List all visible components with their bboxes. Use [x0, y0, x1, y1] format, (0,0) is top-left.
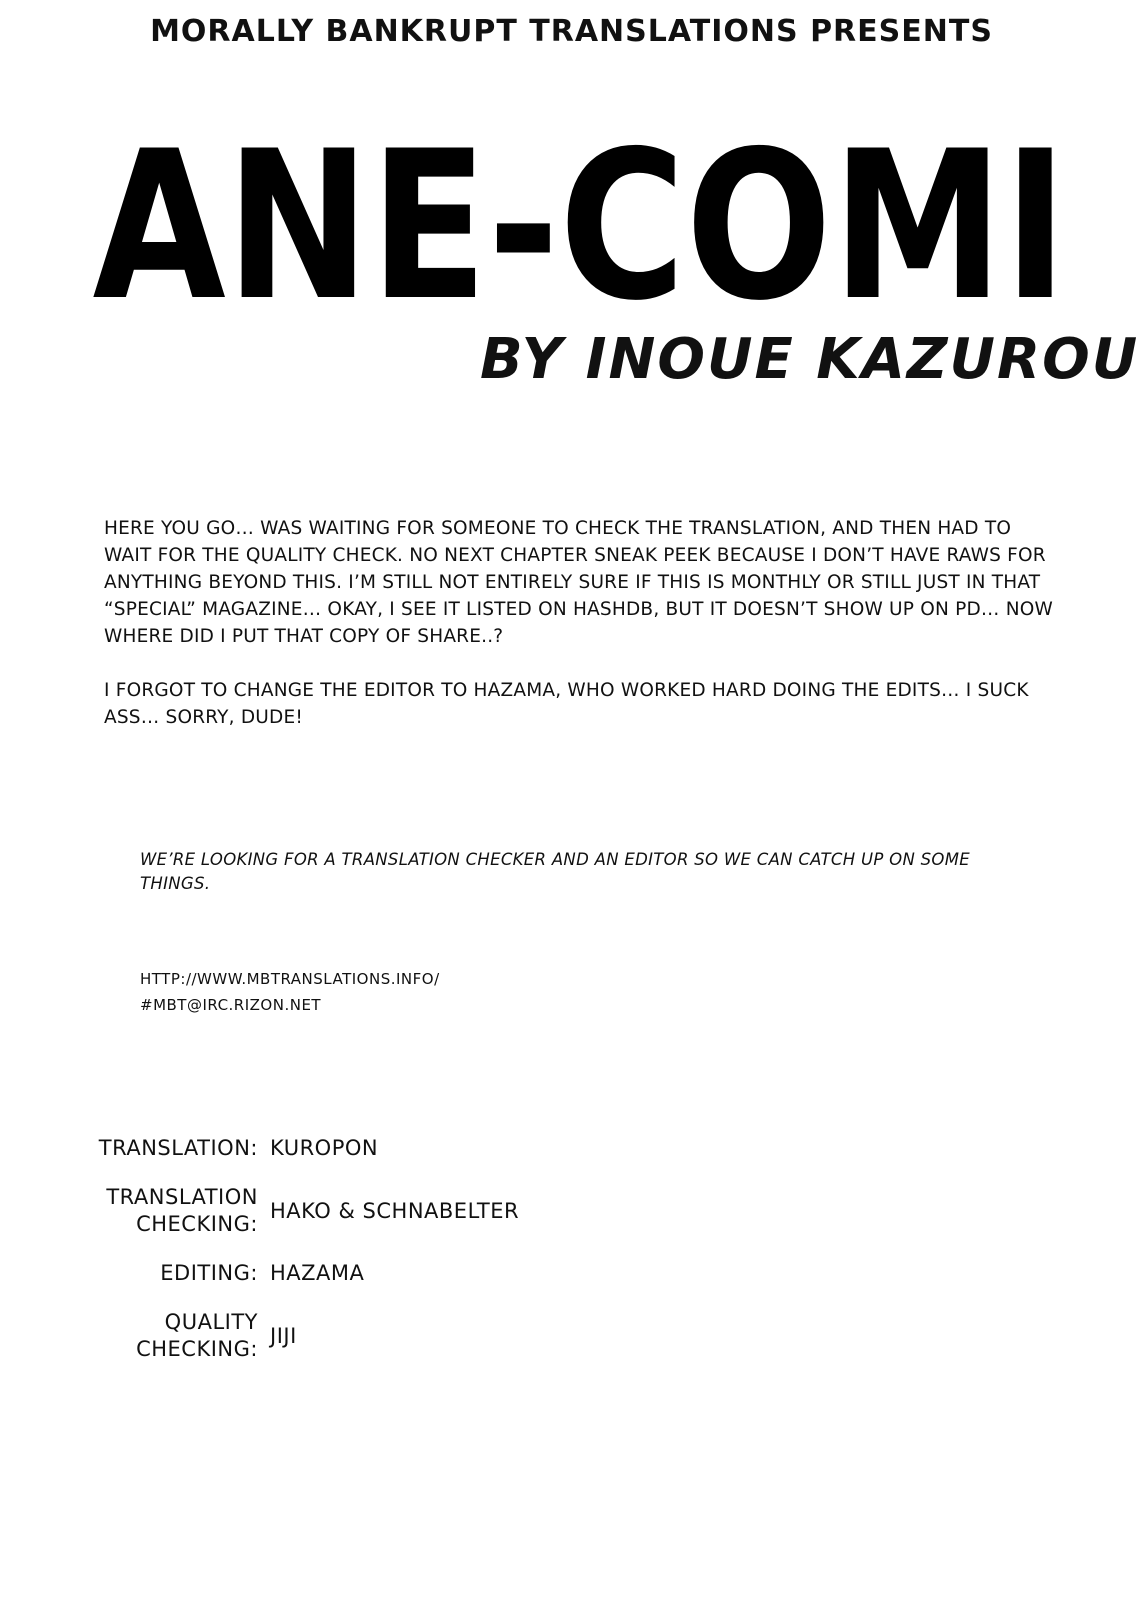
- credit-label: EDITING:: [160, 1261, 258, 1285]
- staff-credits: [60, 1135, 760, 1385]
- credit-label: TRANSLATION:: [98, 1136, 258, 1160]
- translator-notes: [104, 515, 1064, 758]
- credit-row: [60, 1184, 760, 1238]
- note-paragraph-1: HERE YOU GO… WAS WAITING FOR SOMEONE TO CHECK THE TRANSLATION, AND THEN HAD TO WAIT FOR THE QUALITY CHECK. NO NEXT CHAPTER SNEAK PEEK BECAUSE I DON’T HAVE RAWS FOR ANYTHING BEYOND THIS. I’M STILL NOT ENTIRELY SURE IF THIS IS MONTHLY OR STILL JUST IN THAT “SPECIAL” MAGAZINE… OKAY, I SEE IT LISTED ON HASHDB, BUT IT DOESN’T SHOW UP ON PD… NOW WHERE DID I PUT THAT COPY OF SHARE..?: [104, 518, 1053, 647]
- contact-links: [140, 966, 840, 1018]
- credit-value: JIJI: [270, 1323, 297, 1348]
- credit-row: [60, 1309, 760, 1363]
- note-paragraph-2: I FORGOT TO CHANGE THE EDITOR TO HAZAMA, WHO WORKED HARD DOING THE EDITS… I SUCK ASS… SORRY, DUDE!: [104, 680, 1029, 728]
- credit-label: TRANSLATION CHECKING:: [106, 1185, 258, 1236]
- presents-header: MORALLY BANKRUPT TRANSLATIONS PRESENTS: [150, 14, 993, 49]
- irc-channel: #MBT@IRC.RIZON.NET: [140, 996, 322, 1014]
- title-text: ANE-COMI: [92, 108, 1068, 346]
- credit-value: HAZAMA: [270, 1261, 365, 1285]
- credit-row: [60, 1135, 760, 1162]
- author-byline: BY INOUE KAZUROU: [480, 327, 1140, 392]
- credit-value: HAKO & SCHNABELTER: [270, 1198, 520, 1223]
- credit-row: [60, 1260, 760, 1287]
- title-logo: [80, 108, 1080, 346]
- website-link[interactable]: HTTP://WWW.MBTRANSLATIONS.INFO/: [140, 970, 440, 988]
- recruitment-notice: WE’RE LOOKING FOR A TRANSLATION CHECKER AND AN EDITOR SO WE CAN CATCH UP ON SOME THINGS.: [140, 850, 970, 893]
- credit-value: KUROPON: [270, 1136, 379, 1160]
- credit-label: QUALITY CHECKING:: [136, 1310, 258, 1361]
